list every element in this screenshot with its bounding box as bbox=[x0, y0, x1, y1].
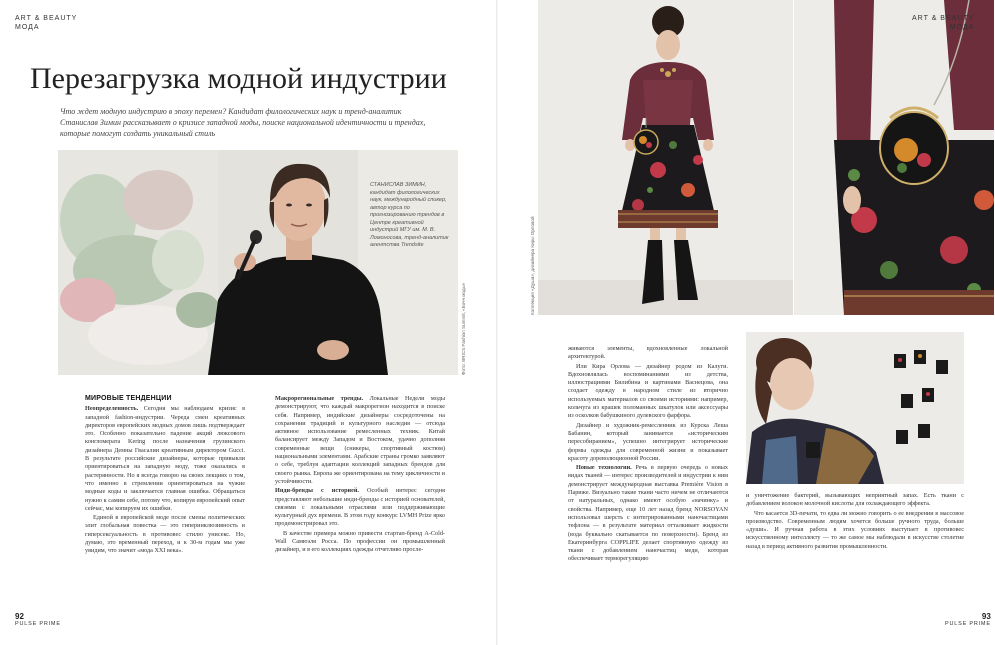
column-paragraph: Что касается 3D-печати, то едва ли можно говорить о ее внедрении в массовое производство. Современным людям хочется больше ручного труда, больше «души». И ручная работа в этих условиях выступает в противовес искусственному интеллекту — то же самое мы наблюдали в искусстве столетие назад в период активного развития промышленности. bbox=[746, 509, 964, 550]
speaker-photo bbox=[58, 150, 458, 375]
speaker-caption: СТАНИСЛАВ ЗИМИН, кандидат филологических наук, международный спикер, автор курса по прогнозированию трендов в Центре креативной индустрий МГУ им. М. В. Ломоносова, тренд-аналитик агентства Trendsite bbox=[370, 182, 449, 248]
lead-in: Инди-бренды с историей. bbox=[275, 487, 359, 495]
column-paragraph: Или Кира Орлова — дизайнер родом из Калуги. Вдохновлялась воспоминаниями из детства, иллюстрациями Билибина и картинами Васнецова, она создает одежду в народном стиле из вторично используемых материалов со своими историями: например, кольчуга из крашек поломанных шкатулок или аксессуары из осколков бабушкиного дулевского фарфора. bbox=[568, 362, 728, 420]
page-number: 93 bbox=[981, 612, 991, 621]
section-label bbox=[912, 14, 974, 32]
photo-credit: Фото: BRICS Fashion Summit, «Бочч моды» bbox=[461, 282, 466, 375]
column-paragraph: Единой в европейской моде после смены политических элит глобальная повестка — это гиперинклюзивность и гиперсексуальность в противовес стилю унисекс. Но, думаю, это временный переход, и к 30-м годам мы уже увидим, что значит «мода XXI века». bbox=[85, 514, 245, 555]
column-paragraph: Дизайнер и художник-ремесленник из Курска Леша Бабанин, который занимается «историческим пересобиранием», успешно интегрирует исторические формы одежды для современной жизни и показывает красоту дореволюционной России. bbox=[568, 421, 728, 462]
lead-in: Макрорегиональные тренды. bbox=[275, 395, 364, 402]
section-label-rubric: ART & BEAUTY bbox=[15, 15, 78, 22]
column-paragraph: В качестве примера можно привести стартап-бренд A-Cold-Wall Самюэля Росса. По профессии он промышленный дизайнер, и в его коллекциях одежды отчетливо просле- bbox=[275, 529, 445, 554]
paragraph-text: Особый интерес сегодня представляют небольшие инди-бренды с историей основателей, связями с локальными отраслями или поддерживающие культурный дух времени. В этом году конкурс LVMH Prize ярко продемонстрировал это. bbox=[275, 487, 445, 528]
fashion-photo-closeup bbox=[794, 0, 994, 315]
designer-photo-illustration bbox=[746, 332, 964, 484]
microphone-icon bbox=[234, 230, 264, 280]
column-paragraph bbox=[85, 405, 245, 513]
brooch-icon bbox=[633, 118, 659, 158]
section-label bbox=[15, 14, 77, 32]
article-column-3 bbox=[568, 345, 728, 565]
article-column-1 bbox=[85, 395, 245, 557]
column-paragraph bbox=[275, 487, 445, 528]
page-number: 92 bbox=[15, 612, 24, 621]
section-label-rubric: ART & BEAUTY bbox=[912, 15, 975, 22]
paragraph-text: Сегодня мы наблюдаем кризис в западной fashion-индустрии. Череда смен креативных директоров европейских модных домов лишь подтверждает это. Особенно показательно падение акций люксового конгломерата Kering после назначения грузинского дизайнера Демны Гвасалии креативным директором Gucci. В результате российские дизайнеры, которые привыкли ориентироваться на западную моду, тоже оказались в растерянности. Но я всегда говорю на своих лекциях о том, что именно в стремлении ориентироваться на чужие модные коды и заключается главная ошибка. Обращаться нужно к самим себе, потому что, копируя европейский опыт сейчас, мы копируем их ошибки. bbox=[85, 405, 246, 512]
paragraph-text: Речь в первую очередь о новых видах тканей — интерес производителей и индустрии к ним демонстрирует международная выставка Première Vision в Париже. Визуально такие ткани часто ничем не отличаются от натуральных, однако имеют особую «начинку» и свойства. Например, еще 10 лет назад бренд NORSOYAN использовал шерсть с интегрированными наночастицами тефлона — в результате материал отталкивает жидкости (вода буквально скатывается по поверхности). Бренд из Екатеринбурга COPPLIFE делает спортивную одежду из ткани с добавлением наночастиц меди, которая обеспечивает терморегуляцию bbox=[568, 464, 729, 563]
column-paragraph: живаются элементы, вдохновленные локальной архитектурой. bbox=[568, 345, 728, 361]
column-paragraph: и уничтожение бактерий, вызывающих неприятный запах. Есть ткани с добавлением волокон молочной кислоты для охлаждающего эффекта. bbox=[746, 492, 964, 508]
magazine-name: PULSE PRIME bbox=[945, 621, 991, 627]
lead-in: Неопределенность. bbox=[85, 405, 139, 413]
column-subheading: МИРОВЫЕ ТЕНДЕНЦИИ bbox=[85, 395, 172, 402]
column-paragraph bbox=[275, 395, 445, 486]
left-page bbox=[0, 0, 497, 645]
article-standfirst: Что ждет модную индустрию в эпоху перемен? Кандидат филологических наук и тренд-аналитик Станислав Зимин рассказывает о кризисе западной моды, поиске национальной идентичности и трендах, которые помогут создать уникальный стиль bbox=[60, 107, 426, 138]
designer-photo bbox=[746, 332, 964, 484]
article-headline: Перезагрузка модной индустрии bbox=[30, 62, 447, 95]
fashion-photo-closeup-illustration bbox=[794, 0, 994, 315]
magazine-name: PULSE PRIME bbox=[15, 621, 61, 627]
folio-left bbox=[15, 612, 61, 627]
section-label-category: МОДА bbox=[949, 24, 975, 31]
column-paragraph bbox=[568, 464, 728, 564]
lead-in: Новые технологии. bbox=[576, 464, 632, 472]
photo-credit: Коллекция «Душа», дизайнера Киры Орловой bbox=[530, 216, 535, 315]
fashion-photo-full bbox=[538, 0, 793, 315]
paragraph-text: Локальные Недели моды демонстрируют, что каждый макрорегион находится в поиске себя. Например, индийские дизайнеры сосредоточены на сохранении традиций и культурного наследия — отсюда активное использование ремесленных техник. Китай балансирует между Западом и Востоком, удачно дополняя современные вещи (сникеры, спортивный костюм) национальными элементами. Арабские страны громко заявляют о себе, треблуя адаптации коллекций западных брендов для своего рынка. Европа же ориентирована на тему цикличности и устойчивости. bbox=[275, 395, 446, 485]
fashion-photo-full-illustration bbox=[538, 0, 793, 315]
right-page bbox=[498, 0, 995, 645]
section-label-category: МОДА bbox=[15, 24, 40, 31]
article-column-4 bbox=[746, 492, 964, 552]
folio-right bbox=[945, 612, 991, 627]
article-column-2 bbox=[275, 395, 445, 556]
